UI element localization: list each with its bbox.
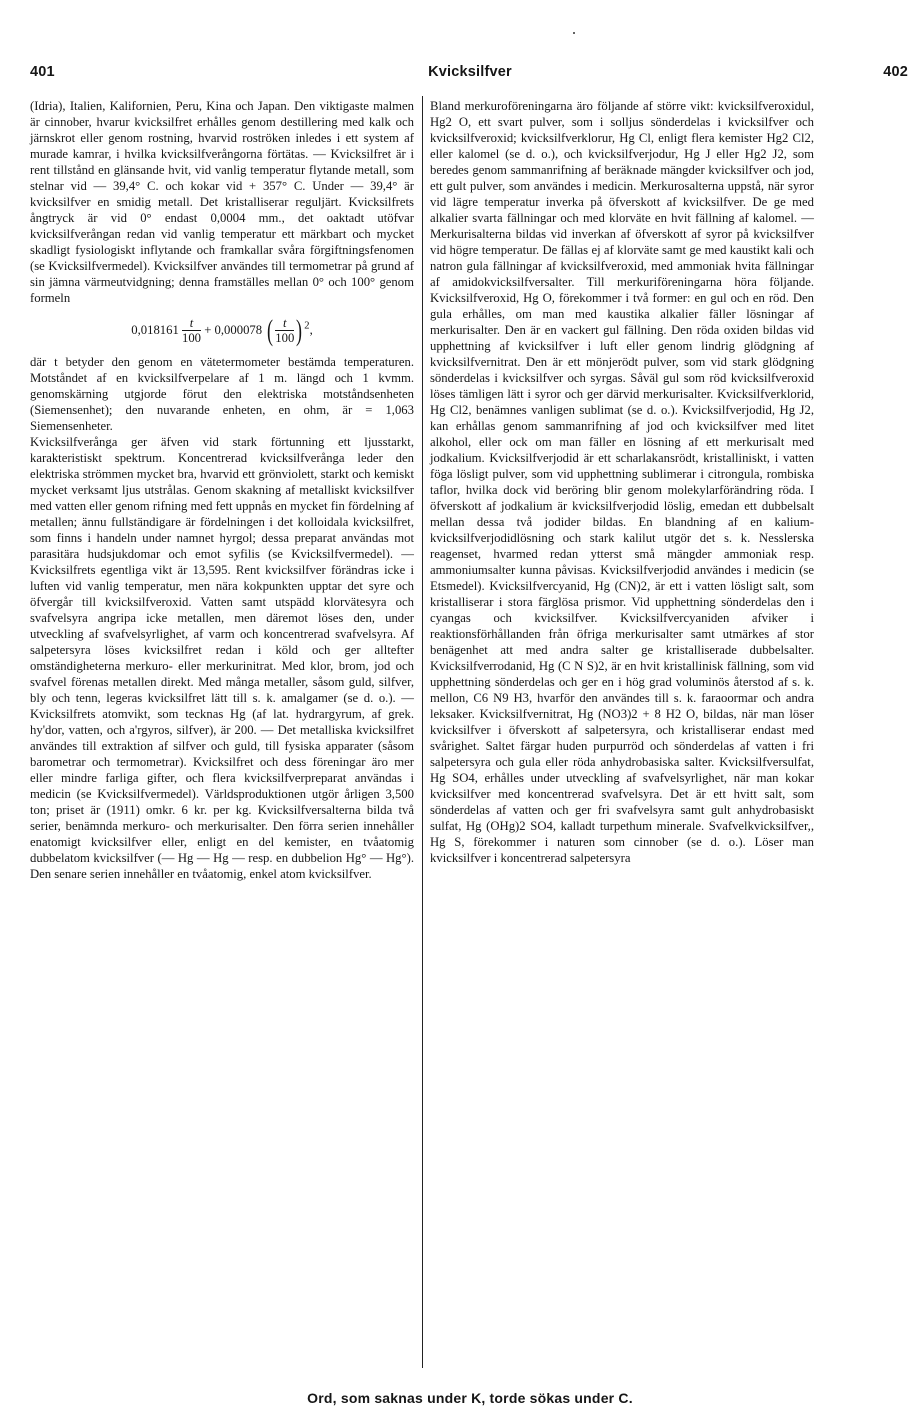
formula-coefficient-1: 0,018161 xyxy=(131,322,179,337)
page-header xyxy=(30,64,910,86)
left-paragraph-2: där t betyder den genom en vätetermometer bestämda temperaturen. Motståndet af en kvicksilfverpelare af 1 m. längd och 1 kvmm. genomskärning utgjorde förut den elektriska motståndsenheten (Siemensenhet); den nuvarande enheten, en ohm, är = 1,063 Siemensenheter. xyxy=(30,355,414,433)
formula-coefficient-2: 0,000078 xyxy=(214,322,263,337)
formula-fraction-1 xyxy=(182,316,201,346)
formula-left-paren: ( xyxy=(267,314,274,347)
formula-fraction-2-denominator: 100 xyxy=(275,331,295,345)
print-speck xyxy=(573,32,575,34)
left-paragraph-3: Kvicksilfverånga ger äfven vid stark förtunning ett ljusstarkt, karakteristiskt spektrum. Koncentrerad kvicksilfverånga leder den elektriska strömmen mycket bra, hvarvid ett grönviolett, starkt och kemiskt mycket verksamt ljus utstrålas. Genom skakning af metalliskt kvicksilfver med vatten eller genom rifning med fett uppnås en mycket fin fördelning af metallen; ännu fullständigare är fördelningen i det kolloidala kvicksilfret, som finns i handeln under namnet hyrgol; dessa preparat användas mot parasitära hudsjukdomar och emot syfilis (se Kvicksilfvermedel). — Kvicksilfrets egentliga vikt är 13,595. Rent kvicksilfver förändras icke i luften vid vanlig temperatur, men nära kokpunkten upptar det syre och öfvergår till kvicksilfveroxid. Vatten samt utspädd klorvätesyra och svafvelsyra angripa icke metallen, men däremot löses den, under utveckling af svafvelsyrlighet, af varm och koncentrerad svafvelsyra. Af salpetersyra löses kvicksilfret redan i köld och ger alltefter omständigheterna merkuro- eller merkurinitrat. Med klor, brom, jod och svafvel förenas metallen direkt. Med många metaller, såsom guld, silfver, bly och tenn, legeras kvicksilfret lätt till s. k. amalgamer (se d. o.). — Kvicksilfrets atomvikt, som tecknas Hg (af lat. hydrargyrum, af grek. hy'dor, vatten, och a'rgyros, silfver), är 200. — Det metalliska kvicksilfret användes till extraktion af silfver och guld, till fysiska apparater (såsom barometrar och termometrar). Kvicksilfret och dess föreningar äro mer eller mindre farliga gifter, och flera kvicksilfverpreparat användas i medicin (se Kvicksilfvermedel). Världsproduktionen utgör årligen 3,500 ton; priset är (1911) omkr. 6 kr. per kg. Kvicksilfversalterna bilda två serier, benämnda merkuro- och merkurisalter. Den förra serien innehåller enatomigt kvicksilfver eller, enligt en del kemister, en tvåatomig dubbelatom kvicksilfver (— Hg — Hg — resp. en dubbelion Hg° — Hg°). Den senare serien innehåller en tvåatomig, enkel atom kvicksilfver. xyxy=(30,435,414,881)
formula-fraction-1-denominator: 100 xyxy=(181,331,202,345)
page-footer-note: Ord, som saknas under K, torde sökas under C. xyxy=(307,1390,633,1406)
formula-trailing-comma: , xyxy=(309,322,313,337)
formula-fraction-2-numerator: t xyxy=(275,316,294,331)
page-number-right: 402 xyxy=(883,64,908,80)
formula-exponent: 2 xyxy=(304,320,310,332)
page-number-left: 401 xyxy=(30,64,55,80)
right-paragraph-1: Bland merkuroföreningarna äro följande af större vikt: kvicksilfveroxidul, Hg2 O, ett svart pulver, som i solljus sönderdelas i kvicksilfver och kvicksilfveroxid; kvicksilfverklorur, Hg Cl, enligt flera kemister Hg2 Cl2, eller kalomel (se d. o.), och kvicksilfverjodur, Hg J eller Hg2 J2, som beredes genom sammanrifning af beräknade mängder kvicksilfver och jod, ett gult pulver, som användes i medicin. Merkurosalterna uppstå, när syror vid lägre temperatur inverka på öfverskott af kvicksilfver. De ge med alkalier svarta fällningar och med klorväte en hvit fällning af kalomel. — Merkurisalterna bildas vid inverkan af öfverskott af syror på kvicksilfver vid högre temperatur. De fällas ej af klorväte samt ge med kaustikt kali och natron gula fällningar af kvicksilfveroxid, med ammoniak hvita fällningar af amidokvicksilfversalter. Till merkuriföreningarna höra följande. Kvicksilfveroxid, Hg O, förekommer i två former: en gul och en röd. Den gula erhålles, om man med kaustika alkalier fäller lösningar af merkurisalter. Den är en vackert gul fällning. Den röda oxiden bildas vid upphettning af kvicksilfver i luft eller genom lindrig glödgning af kvicksilfvernitrat. Den är ett mönjerödt pulver, som vid stark glödgning sönderdelas i kvicksilfver och syrgas. Såväl gul som röd kvicksilfveroxid löses tämligen lätt i syror och ger därvid merkurisalter. Kvicksilfverklorid, Hg Cl2, benämnes vanligen sublimat (se d. o.). Kvicksilfverjodid, Hg J2, kan erhållas genom sammanrifning af jod och kvicksilfver med litet alkohol, eller ock om man fäller en lösning af ett merkurisalt med jodkalium. Kvicksilfverjodid är ett scharlakansrödt, kristalliniskt, i vatten föga lösligt pulver, som vid upphettning sublimerar i citrongula, rombiska taflor, hvilka dock vid beröring blir genom molekylarförändring röda. I öfverskott af jodkalium är kvicksilfverjodid löslig, emedan ett dubbelsalt mellan dessa två jodider bildas. En blandning af en kalium-kvicksilfverjodidlösning och stark kalilut utgör det s. k. Nesslerska reagenset, hvarmed redan ytterst små mängder ammoniak resp. ammoniumsalter kunna påvisas. Kvicksilfverjodid användes i medicin (se Etsmedel). Kvicksilfvercyanid, Hg (CN)2, är ett i vatten lösligt salt, som kristalliserar i stora färglösa prismor. Vid upphettning sönderdelas den i cyangas och kvicksilfver. Kvicksilfvercyaniden afviker i reaktionsförhållanden från öfriga merkurisalter samt utmärkes af stor benägenhet att med andra salter ge kristalliserade dubbelsalter. Kvicksilfverrodanid, Hg (C N S)2, är en hvit kristallinisk fällning, som vid upphettning sönderdelas och ger en i hög grad voluminös återstod af s. k. mellon, C6 N9 H3, hvarför den användes till s. k. faraoormar och andra leksaker. Kvicksilfvernitrat, Hg (NO3)2 + 8 H2 O, bildas, när man löser kvicksilfver i öfverskott af salpetersyra, och kristalliserar endast med svårighet. Saltet färgar huden purpurröd och sönderdelas af vatten i fri salpetersyra och gula eller röda anhydrobasiska salter. Kvicksilfversulfat, Hg SO4, erhålles under utveckling af svafvelsyrlighet, när man kokar kvicksilfver med koncentrerad svafvelsyra. Det är ett hvitt salt, som sönderdelas af vatten och ger fri svafvelsyra samt gult anhydrobasiskt sulfat, Hg (OHg)2 SO4, kalladt turpethum minerale. Svafvelkvicksilfver,, Hg S, förekommer i naturen som cinnober (se d. o.). Löser man kvicksilfver i koncentrerad salpetersyra xyxy=(430,99,814,865)
left-paragraph-1: (Idria), Italien, Kalifornien, Peru, Kina och Japan. Den viktigaste malmen är cinnober, hvarur kvicksilfret erhålles genom destillering med kalk och järnskrot eller genom rostning, hvarvid roströken inledes i ett system af murade kamrar, i hvilka kvicksilfverångorna förtätas. — Kvicksilfret är i rent tillstånd en glänsande hvit, vid vanlig temperatur flytande metall, som stelnar vid — 39,4° C. och kokar vid + 357° C. Under — 39,4° är kvicksilfver en smidig metall. Det kristalliserar reguljärt. Kvicksilfrets ångtryck är vid 0° endast 0,0004 mm., det oaktadt utöfvar kvicksilfverångan redan vid vanlig temperatur ett märkbart och mycket skadligt fysiologiskt inflytande och framkallar svåra förgiftningsfenomen (se Kvicksilfvermedel). Kvicksilfver användes till termometrar på grund af sin jämna värmeutvidgning; denna framställes mellan 0° och 100° genom formeln xyxy=(30,99,414,305)
page-title: Kvicksilfver xyxy=(428,64,512,80)
formula-plus: + xyxy=(204,322,212,337)
formula-fraction-1-numerator: t xyxy=(182,316,201,331)
column-divider xyxy=(422,96,423,1368)
left-column xyxy=(30,98,414,882)
right-column xyxy=(430,98,814,866)
formula-fraction-2 xyxy=(275,316,294,346)
dictionary-page xyxy=(30,64,910,1406)
formula-right-paren: ) xyxy=(296,314,303,347)
thermometer-formula xyxy=(30,316,414,346)
